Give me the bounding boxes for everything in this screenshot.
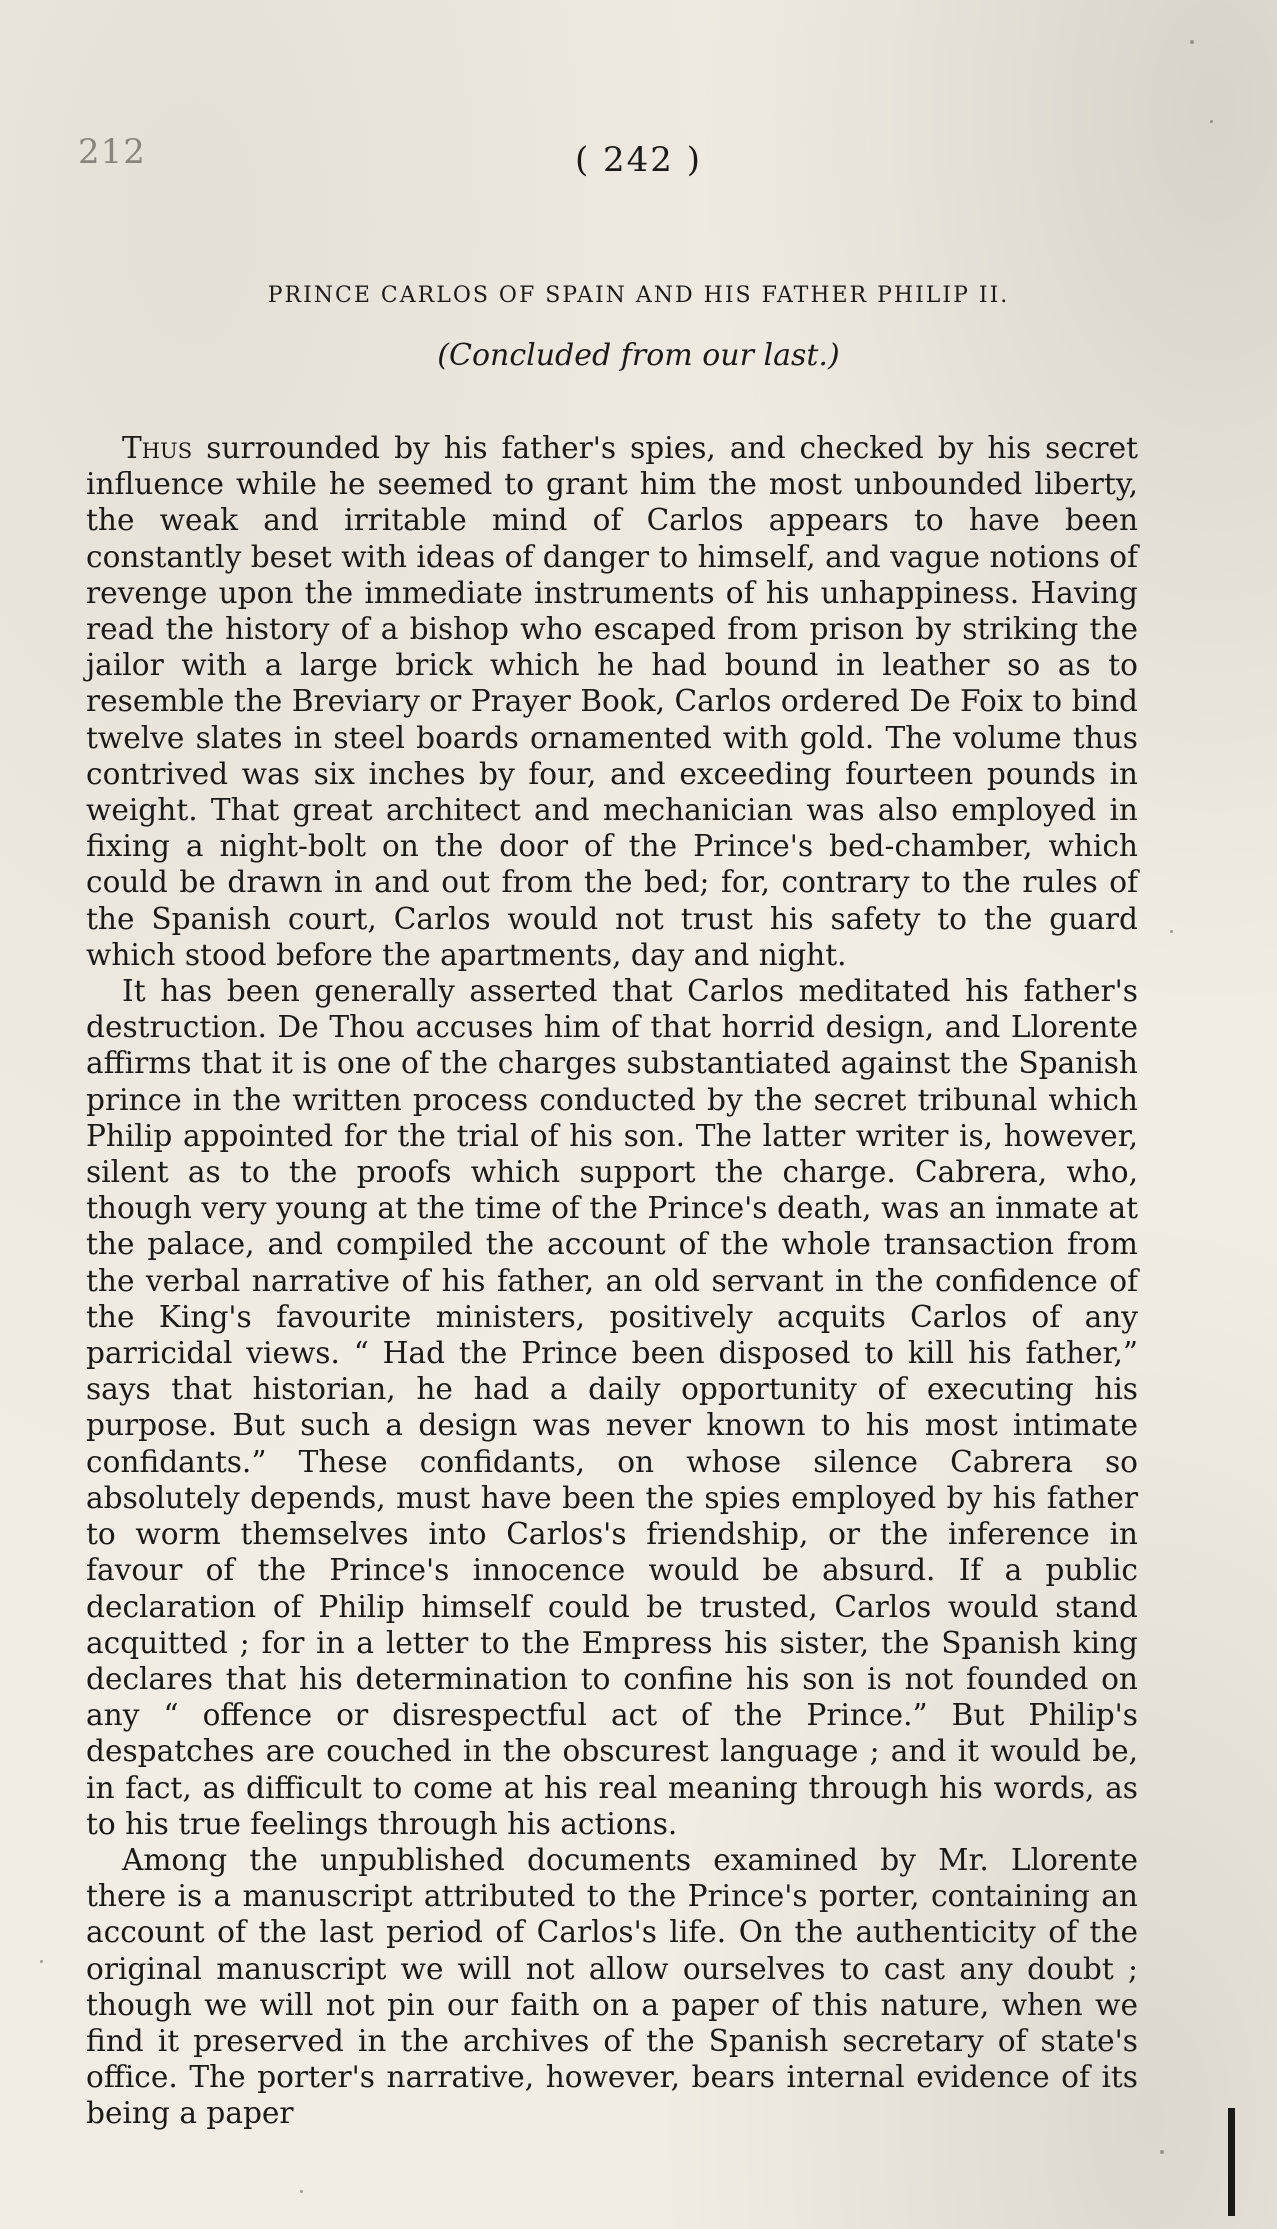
paragraph-2: It has been generally asserted that Carlos meditated his father's destruction. De Thou accuses him of that horrid design, and Llorente affirms that it is one of the charges substantiated against the Spanish prince in the written process conducted by the secret tribunal which Philip appointed for the trial of his son. The latter writer is, however, silent as to the proofs which support the charge. Cabrera, who, though very young at the time of the Prince's death, was an inmate at the palace, and compiled the account of the whole transaction from the verbal narrative of his father, an old servant in the confidence of the King's favourite ministers, positively acquits Carlos of any parricidal views. “ Had the Prince been disposed to kill his father,” says that historian, he had a daily opportunity of executing his purpose. But such a design was never known to his most intimate confidants.” These confidants, on whose silence Cabrera so absolutely depends, must have been the spies employed by his father to worm themselves into Carlos's friendship, or the inference in favour of the Prince's innocence would be absurd. If a public declaration of Philip himself could be trusted, Carlos would stand acquitted ; for in a letter to the Empress his sister, the Spanish king declares that his determination to confine his son is not founded on any “ offence or disrespectful act of the Prince.” But Philip's despatches are couched in the obscurest language ; and it would be, in fact, as difficult to come at his real meaning through his words, as to his true feelings through his actions. <box>86 974 1138 1841</box>
paper-speck <box>40 1960 43 1963</box>
article-title: PRINCE CARLOS OF SPAIN AND HIS FATHER PHILIP II. <box>267 282 1010 308</box>
paragraph-3: Among the unpublished documents examined by Mr. Llorente there is a manuscript attributed to the Prince's porter, containing an account of the last period of Carlos's life. On the authenticity of the original manuscript we will not allow ourselves to cast any doubt ; though we will not pin our faith on a paper of this nature, when we find it preserved in the archives of the Spanish secretary of state's office. The porter's narrative, however, bears internal evidence of its being a paper <box>86 1842 1138 2131</box>
page-number: ( 242 ) <box>574 140 703 180</box>
article-subtitle: (Concluded from our last.) <box>437 338 840 373</box>
paper-speck <box>1160 2150 1164 2154</box>
paper-speck <box>1210 120 1213 123</box>
binding-edge-mark <box>1228 2108 1235 2216</box>
paper-speck <box>300 2190 303 2193</box>
paper-speck <box>1170 930 1173 933</box>
drop-word: Thus <box>122 431 193 465</box>
paper-speck <box>1190 40 1194 44</box>
paragraph-1 <box>86 430 1138 973</box>
article-body <box>86 430 1138 2132</box>
bleed-through-page-mark: 212 <box>78 132 146 172</box>
paragraph-1-text: surrounded by his father's spies, and checked by his secret influence while he seemed to grant him the most unbounded liberty, the weak and irritable mind of Carlos appears to have been constantly beset with ideas of danger to himself, and vague notions of revenge upon the immediate instruments of his unhappiness. Having read the history of a bishop who escaped from prison by striking the jailor with a large brick which he had bound in leather so as to resemble the Breviary or Prayer Book, Carlos ordered De Foix to bind twelve slates in steel boards ornamented with gold. The volume thus contrived was six inches by four, and exceeding fourteen pounds in weight. That great architect and mechanician was also employed in fixing a night-bolt on the door of the Prince's bed-chamber, which could be drawn in and out from the bed; for, contrary to the rules of the Spanish court, Carlos would not trust his safety to the guard which stood before the apartments, day and night. <box>86 431 1138 972</box>
